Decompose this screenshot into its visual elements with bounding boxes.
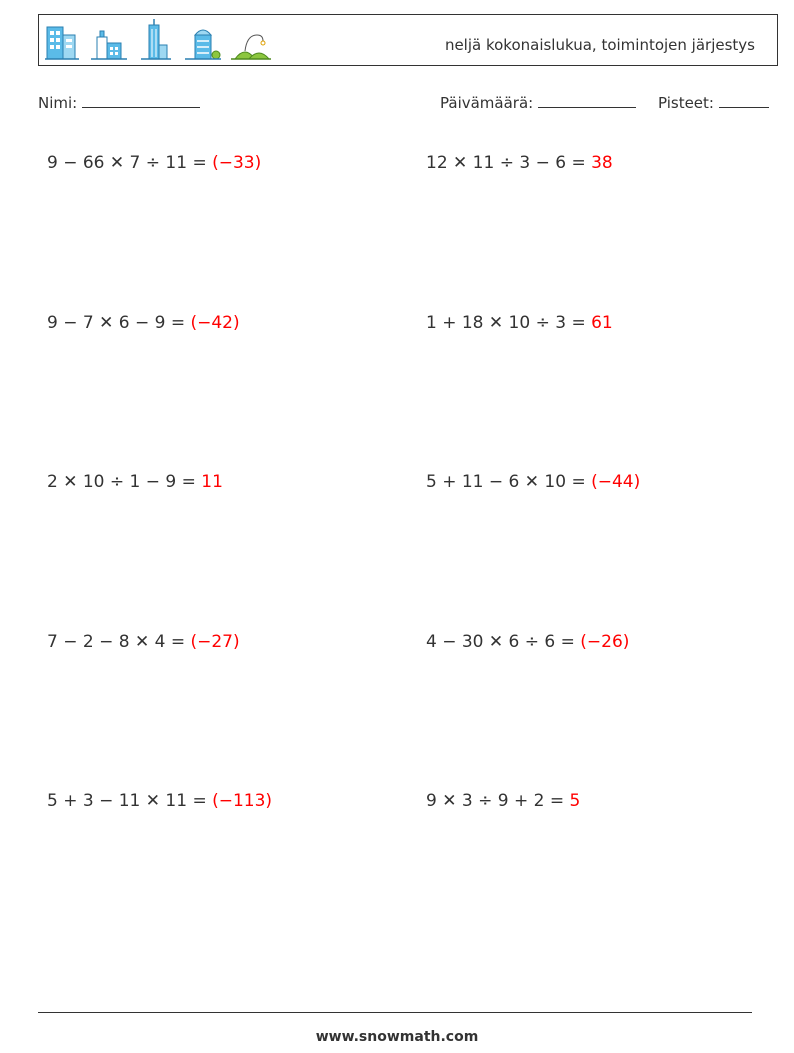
score-field: [658, 93, 769, 112]
date-label: Päivämäärä:: [440, 94, 534, 112]
problem-3: [47, 313, 240, 333]
problem-expression: 9 − 7 ✕ 6 − 9 =: [47, 313, 186, 333]
problem-2: [426, 153, 613, 173]
problem-answer: (−33): [212, 153, 262, 173]
problem-expression: 1 + 18 ✕ 10 ÷ 3 =: [426, 313, 586, 333]
problem-8: [426, 632, 629, 652]
date-line[interactable]: [538, 93, 636, 108]
problem-expression: 12 ✕ 11 ÷ 3 − 6 =: [426, 153, 586, 173]
problem-answer: 61: [591, 313, 613, 333]
worksheet-title: neljä kokonaislukua, toimintojen järjestys: [444, 36, 755, 54]
office-building-icon: [45, 21, 81, 61]
problem-answer: 38: [591, 153, 613, 173]
problem-answer: 11: [201, 472, 223, 492]
header-icons: [45, 21, 275, 61]
score-line[interactable]: [719, 93, 769, 108]
park-trees-icon: [231, 21, 271, 61]
problem-expression: 5 + 11 − 6 ✕ 10 =: [426, 472, 586, 492]
problem-answer: 5: [569, 791, 581, 811]
problem-answer: (−44): [591, 472, 641, 492]
problem-expression: 9 ✕ 3 ÷ 9 + 2 =: [426, 791, 565, 811]
date-field: [440, 93, 636, 112]
problem-expression: 2 ✕ 10 ÷ 1 − 9 =: [47, 472, 196, 492]
problem-expression: 5 + 3 − 11 ✕ 11 =: [47, 791, 207, 811]
problem-answer: (−42): [190, 313, 240, 333]
problem-10: [426, 791, 580, 811]
name-line[interactable]: [82, 93, 200, 108]
problem-answer: (−27): [190, 632, 240, 652]
footer-divider: [38, 1012, 752, 1013]
problem-answer: (−113): [212, 791, 273, 811]
problem-answer: (−26): [580, 632, 630, 652]
header-box: [38, 14, 778, 66]
problem-expression: 7 − 2 − 8 ✕ 4 =: [47, 632, 186, 652]
skyscraper-icon: [137, 19, 173, 61]
problem-expression: 4 − 30 ✕ 6 ÷ 6 =: [426, 632, 575, 652]
tower-bush-icon: [183, 21, 223, 61]
problem-5: [47, 472, 223, 492]
problem-expression: 9 − 66 ✕ 7 ÷ 11 =: [47, 153, 207, 173]
city-buildings-icon: [91, 21, 127, 61]
problem-6: [426, 472, 640, 492]
problem-7: [47, 632, 240, 652]
problem-1: [47, 153, 261, 173]
name-field: [38, 93, 200, 112]
name-label: Nimi:: [38, 94, 78, 112]
footer-url[interactable]: www.snowmath.com: [315, 1029, 479, 1045]
problem-9: [47, 791, 272, 811]
problem-4: [426, 313, 613, 333]
score-label: Pisteet:: [658, 94, 714, 112]
